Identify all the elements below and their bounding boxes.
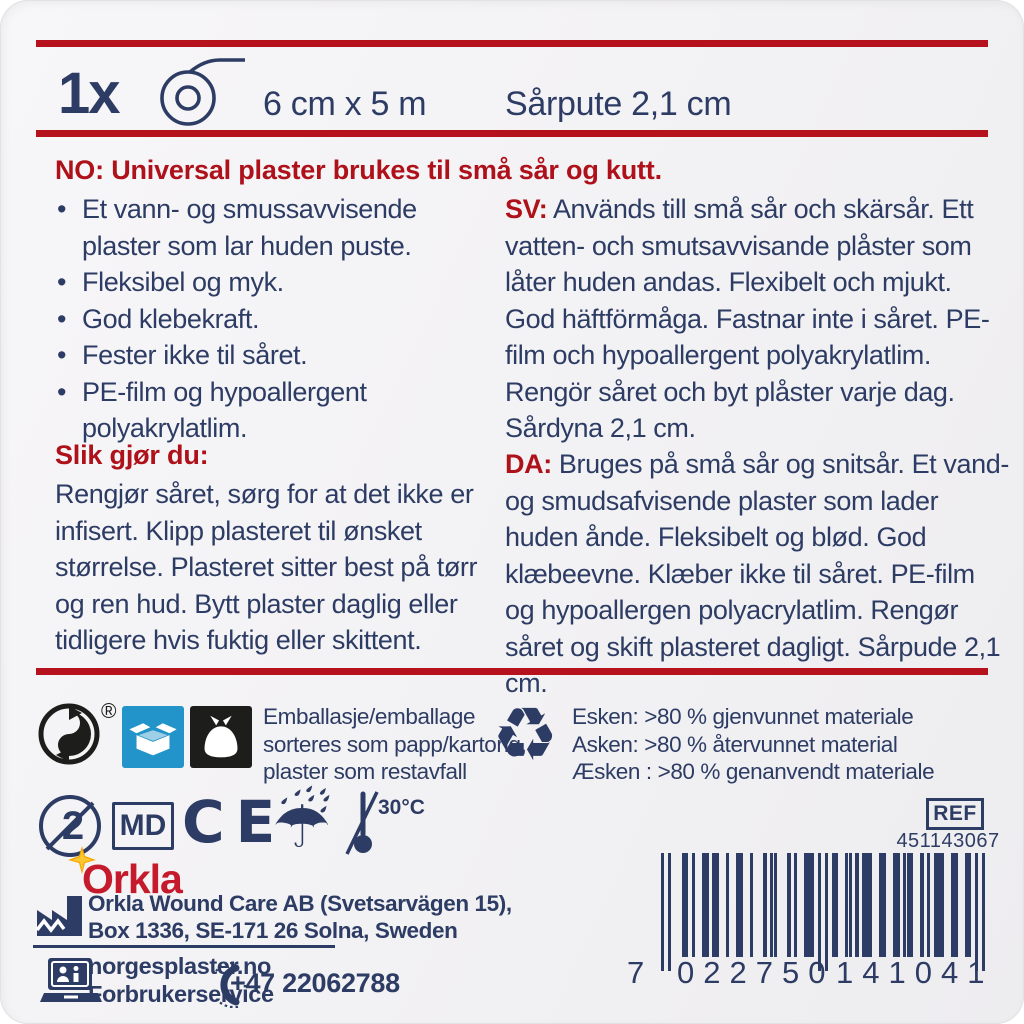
recycled-line: Esken: >80 % gjenvunnet materiale xyxy=(572,704,914,729)
orkla-logo: Orkla xyxy=(82,856,182,902)
no-section-heading: NO: Universal plaster brukes til små sår og kutt. xyxy=(55,155,662,185)
bullet-item: • PE-film og hypoallergent polyakrylatlim. xyxy=(55,374,487,447)
recycling-symbol-icon: ♻ xyxy=(492,692,559,778)
sorting-line: Emballasje/emballage xyxy=(263,704,476,729)
no-bullet-list xyxy=(55,191,487,447)
howto-heading: Slik gjør du: xyxy=(55,440,209,470)
bullet-item: • Fleksibel og myk. xyxy=(55,264,487,301)
barcode-lead-digit: 7 xyxy=(627,955,645,990)
header-bottom-rule xyxy=(36,130,988,137)
manufacturer-factory-icon xyxy=(33,888,87,938)
sorting-line: sorteres som papp/kartong, xyxy=(263,731,527,757)
manufacturer-address xyxy=(88,891,512,944)
temperature-limit-icon xyxy=(344,788,436,860)
wound-pad-label: Sårpute 2,1 cm xyxy=(505,85,732,123)
temperature-limit-label: 30°C xyxy=(378,796,425,819)
consumer-service-label: Forbrukerservice xyxy=(88,981,274,1007)
top-rule xyxy=(36,40,988,47)
sorting-instructions xyxy=(263,703,527,786)
website-url: norgesplaster.no xyxy=(88,953,271,979)
green-dot-icon xyxy=(37,702,101,766)
sv-section xyxy=(505,191,1003,447)
barcode-right-group: 141041 xyxy=(836,955,994,990)
bullet-item: • Fester ikke til såret. xyxy=(55,337,487,374)
ref-symbol: REF xyxy=(926,798,984,830)
roll-size-label: 6 cm x 5 m xyxy=(263,85,427,123)
barcode-left-group: 022750 xyxy=(677,955,835,990)
howto-text: Rengjør såret, sørg for at det ikke er infisert. Klipp plasteret til ønsket størrelse. Plasteret sitter best på tørr og ren hud. Bytt plaster daglig eller tidligere hvis fuktig eller skittent. xyxy=(55,479,478,655)
da-text: Bruges på små sår og snitsår. Et vand- og smudsafvisende plaster som lader huden ånde. Fleksibelt og blød. God klæbeevne. Klæber ikke til såret. PE-film og hypoallergen polyacrylatlim. Rengør såret og skift plasteret dagligt. Sårpude 2,1 cm. xyxy=(505,449,1009,698)
registered-trademark-symbol: ® xyxy=(101,700,117,723)
ref-number: 451143067 xyxy=(896,830,1000,852)
svg-text:2: 2 xyxy=(61,804,85,848)
recycled-line: Asken: >80 % återvunnet material xyxy=(572,731,898,757)
plaster-roll-icon xyxy=(148,52,248,128)
bullet-item: • God klebekraft. xyxy=(55,301,487,338)
medical-device-symbol: MD xyxy=(112,802,174,850)
sv-label: SV: xyxy=(505,194,548,224)
da-section xyxy=(505,446,1010,702)
recycled-line: Æsken : >80 % genanvendt materiale xyxy=(572,759,935,784)
da-label: DA: xyxy=(505,449,552,479)
ean13-barcode xyxy=(627,853,994,998)
service-phone-number: +47 22062788 xyxy=(230,968,400,998)
manufacturer-line: Box 1336, SE-171 26 Solna, Sweden xyxy=(88,917,458,943)
quantity-label: 1x xyxy=(58,61,119,126)
cardboard-sorting-icon xyxy=(122,706,184,768)
manufacturer-line: Orkla Wound Care AB (Svetsarvägen 15), xyxy=(88,891,512,916)
residual-waste-bag-icon xyxy=(190,706,252,768)
ce-mark: CE xyxy=(182,788,287,856)
keep-dry-umbrella-icon: ☔ xyxy=(272,786,332,863)
contact-divider xyxy=(33,945,335,948)
recycled-content-text xyxy=(572,703,934,786)
bullet-item: • Et vann- og smussavvisende plaster som lar huden puste. xyxy=(55,191,487,264)
sorting-line: plaster som restavfall xyxy=(263,759,467,784)
sv-text: Används till små sår och skärsår. Ett vatten- och smutsavvisande plåster som låter huden andas. Flexibelt och mjukt. God häftförmåga. Fastnar inte i såret. PE-film och hypoallergent polyakrylatlim. Rengör såret och byt plåster varje dag. Sårdyna 2,1 cm. xyxy=(505,194,990,443)
